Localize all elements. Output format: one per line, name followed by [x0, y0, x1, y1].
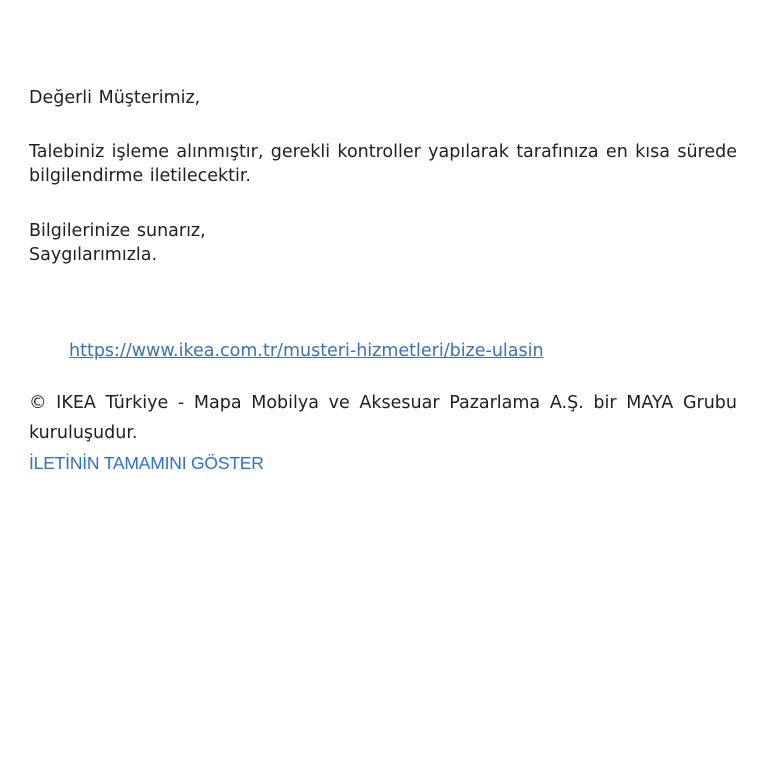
closing-line-1: Bilgilerinize sunarız,: [29, 221, 206, 241]
copyright-text: © IKEA Türkiye - Mapa Mobilya ve Aksesuar Pazarlama A.Ş. bir MAYA Grubu kuruluşudur.: [29, 392, 737, 443]
contact-link[interactable]: https://www.ikea.com.tr/musteri-hizmetleri/bize-ulasin: [69, 341, 544, 361]
closing-line-2: Saygılarımızla.: [29, 245, 158, 265]
contact-link-row: [69, 339, 544, 363]
email-message: Talebiniz işleme alınmıştır, gerekli kontroller yapılarak tarafınıza en kısa sürede bilgilendirme iletilecektir.: [29, 142, 737, 186]
show-full-message-button[interactable]: İLETİNİN TAMAMINI GÖSTER: [29, 453, 264, 473]
email-closing: [29, 219, 737, 267]
email-greeting: Değerli Müşterimiz,: [29, 88, 201, 108]
